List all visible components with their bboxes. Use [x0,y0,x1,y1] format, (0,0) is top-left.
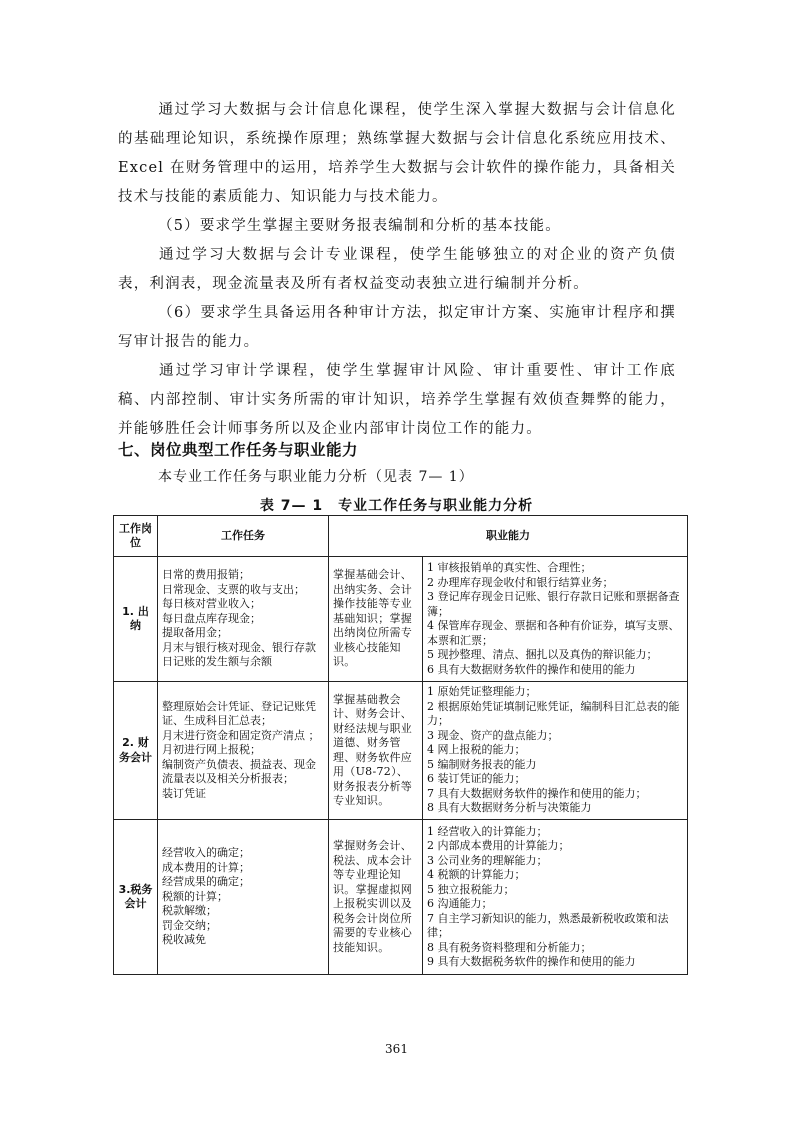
ability-item: 3 现金、资产的盘点能力； [427,728,559,742]
ability-item: 3 公司业务的理解能力； [427,853,548,867]
table-row [114,682,688,820]
post-cell: 2. 财务会计 [114,682,158,820]
ability-item: 1 经营收入的计算能力； [427,824,548,838]
task-item: 月初进行网上报税； [162,743,261,757]
task-item: 编制资产负债表、损益表、现金流量表以及相关分析报表； [162,757,316,786]
paragraph-requirement-6: （6）要求学生具备运用各种审计方法，拟定审计方案、实施审计程序和撰写审计报告的能力。 [118,305,676,350]
header-post: 工作岗位 [114,516,158,557]
ability-item: 9 具有大数据税务软件的操作和使用的能力 [427,955,636,968]
header-ability: 职业能力 [329,516,688,557]
post-cell: 1. 出纳 [114,557,158,682]
ability-item: 8 具有税务资料整理和分析能力； [427,940,592,954]
task-item: 日常现金、支票的收与支出； [162,582,305,596]
ability-item: 6 具有大数据财务软件的操作和使用的能力 [427,662,636,676]
task-item: 经营成果的确定； [162,875,250,889]
ability-item: 5 现抄整理、清点、捆扎以及真伪的辩识能力； [427,648,658,661]
ability-item: 4 保管库存现金、票据和各种有价证券，填写支票、本票和汇票； [427,619,680,647]
page-number: 361 [385,1042,408,1056]
tasks-cell [158,820,329,975]
ability-item: 6 沟通能力； [427,897,493,910]
knowledge-cell: 掌握财务会计、税法、成本会计等专业理论知识。掌握虚拟网上报税实训以及税务会计岗位所需要的专业核心技能知识。 [329,820,423,975]
abilities-cell [423,682,688,820]
abilities-cell [423,557,688,682]
task-item: 月末与银行核对现金、银行存款日记账的发生额与余额 [162,640,316,669]
section-heading: 七、岗位典型工作任务与职业能力 [118,441,359,459]
header-tasks: 工作任务 [158,516,329,557]
paragraph-professional-course: 通过学习大数据与会计专业课程，使学生能够独立的对企业的资产负债表，利润表，现金流量表及所有者权益变动表独立进行编制并分析。 [118,247,676,292]
abilities-cell [423,820,688,975]
ability-item: 2 根据原始凭证填制记账凭证，编制科目汇总表的能力； [427,699,680,728]
ability-item: 1 审核报销单的真实性、合理性； [427,561,592,574]
task-item: 日常的费用报销； [162,568,250,582]
ability-item: 5 独立报税能力； [427,882,515,896]
task-item: 提取备用金； [162,626,228,640]
task-item: 每日盘点库存现金； [162,611,261,625]
ability-item: 2 内部成本费用的计算能力； [427,839,570,852]
ability-item: 1 原始凭证整理能力； [427,685,537,699]
ability-item: 7 具有大数据财务软件的操作和使用的能力； [427,786,647,800]
table-intro: 本专业工作任务与职业能力分析（见表 7— 1） [158,469,474,485]
ability-item: 5 编制财务报表的能力 [427,757,537,771]
task-item: 每日核对营业收入； [162,597,261,611]
ability-item: 8 具有大数据财务分析与决策能力 [427,801,592,815]
task-item: 月末进行资金和固定资产清点 ； [162,728,320,742]
table-caption: 表 7— 1 专业工作任务与职业能力分析 [259,498,534,514]
task-item: 整理原始会计凭证、登记记账凭证、生成科目汇总表； [162,699,316,728]
knowledge-cell: 掌握基础教会计、财务会计、财经法规与职业道德、财务管理、财务软件应用（U8-72）、财务报表分析等专业知识。 [329,682,423,820]
task-item: 经营收入的确定； [162,846,250,860]
ability-item: 6 装订凭证的能力； [427,772,526,786]
ability-item: 4 税额的计算能力； [427,868,526,881]
tasks-cell [158,557,329,682]
ability-item: 7 自主学习新知识的能力，熟悉最新税收政策和法律； [427,911,669,939]
ability-item: 2 办理库存现金收付和银行结算业务； [427,575,614,589]
task-item: 税额的计算； [162,889,228,903]
ability-item: 3 登记库存现金日记账、银行存款日记账和票据备查簿； [427,590,680,618]
tasks-cell [158,682,329,820]
task-item: 成本费用的计算； [162,860,250,874]
paragraph-audit-course: 通过学习审计学课程，使学生掌握审计风险、审计重要性、审计工作底稿、内部控制、审计实务所需的审计知识，培养学生掌握有效侦查舞弊的能力，并能够胜任会计师事务所以及企业内部审计岗位工作的能力。 [118,363,676,437]
task-item: 装订凭证 [162,786,206,800]
task-ability-table [113,515,688,975]
task-item: 税收减免 [162,933,206,947]
paragraph-requirement-5: （5）要求学生掌握主要财务报表编制和分析的基本技能。 [158,218,561,234]
table-row [114,557,688,682]
table-header-row [114,516,688,557]
task-item: 税款解缴； [162,904,217,918]
task-item: 罚金交纳； [162,918,217,932]
post-cell: 3.税务会计 [114,820,158,975]
knowledge-cell: 掌握基础会计、出纳实务、会计操作技能等专业基础知识；掌握出纳岗位所需专业核心技能知识。 [329,557,423,682]
paragraph-big-data-course: 通过学习大数据与会计信息化课程，使学生深入掌握大数据与会计信息化的基础理论知识，系统操作原理；熟练掌握大数据与会计信息化系统应用技术、Excel 在财务管理中的运用，培养学生大数据与会计软件的操作能力，具备相关技术与技能的素质能力、知识能力与技术能力。 [118,102,676,205]
ability-item: 4 网上报税的能力； [427,743,526,757]
table-row [114,820,688,975]
